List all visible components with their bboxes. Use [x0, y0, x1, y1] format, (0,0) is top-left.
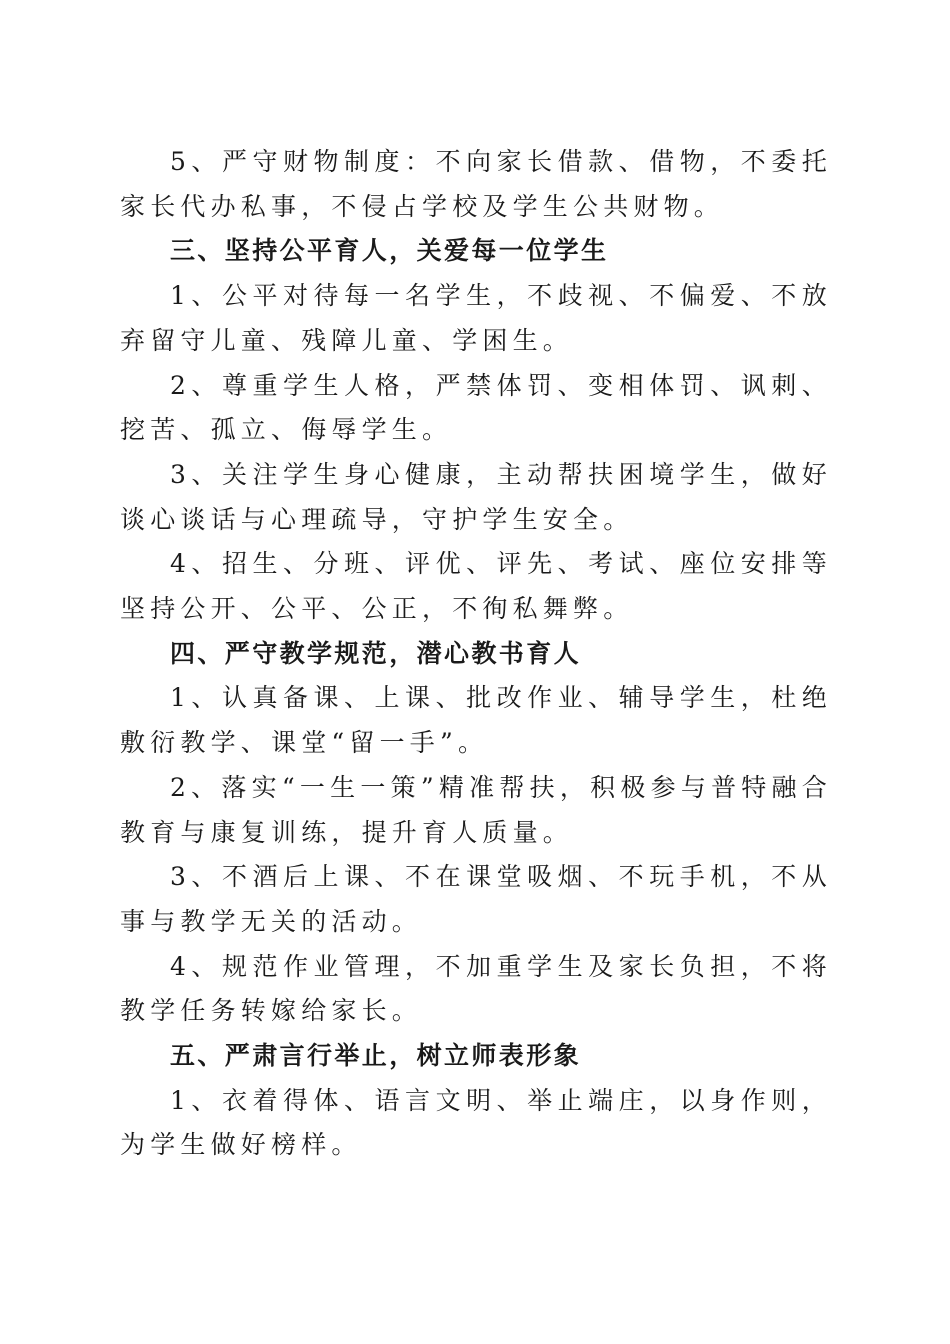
paragraph-financial-rules: 5、严守财物制度：不向家长借款、借物，不委托家长代办私事，不侵占学校及学生公共财物。: [120, 147, 832, 221]
paragraph-4-3: 3、不酒后上课、不在课堂吸烟、不玩手机，不从事与教学无关的活动。: [120, 862, 832, 936]
paragraph-4-4: 4、规范作业管理，不加重学生及家长负担，不将教学任务转嫁给家长。: [120, 951, 832, 1026]
paragraph-4-2: 2、落实“一生一策”精准帮扶，积极参与普特融合教育与康复训练，提升育人质量。: [120, 772, 832, 847]
paragraph-4-1: 1、认真备课、上课、批改作业、辅导学生，杜绝敷衍教学、课堂“留一手”。: [120, 683, 832, 758]
paragraph-3-2: 2、尊重学生人格，严禁体罚、变相体罚、讽刺、挖苦、孤立、侮辱学生。: [120, 370, 832, 445]
paragraph-3-1: 1、公平对待每一名学生，不歧视、不偏爱、不放弃留守儿童、残障儿童、学困生。: [120, 281, 832, 355]
paragraph-3-4: 4、招生、分班、评优、评先、考试、座位安排等坚持公开、公平、公正，不徇私舞弊。: [120, 549, 832, 624]
section-heading-4: 四、严守教学规范，潜心教书育人: [170, 638, 582, 668]
document-body: [120, 140, 832, 1168]
section-heading-3: 三、坚持公平育人，关爱每一位学生: [170, 236, 609, 266]
section-heading-5: 五、严肃言行举止，树立师表形象: [170, 1041, 582, 1071]
paragraph-5-1: 1、衣着得体、语言文明、举止端庄，以身作则，为学生做好榜样。: [120, 1085, 832, 1160]
paragraph-3-3: 3、关注学生身心健康，主动帮扶困境学生，做好谈心谈话与心理疏导，守护学生安全。: [120, 459, 832, 534]
